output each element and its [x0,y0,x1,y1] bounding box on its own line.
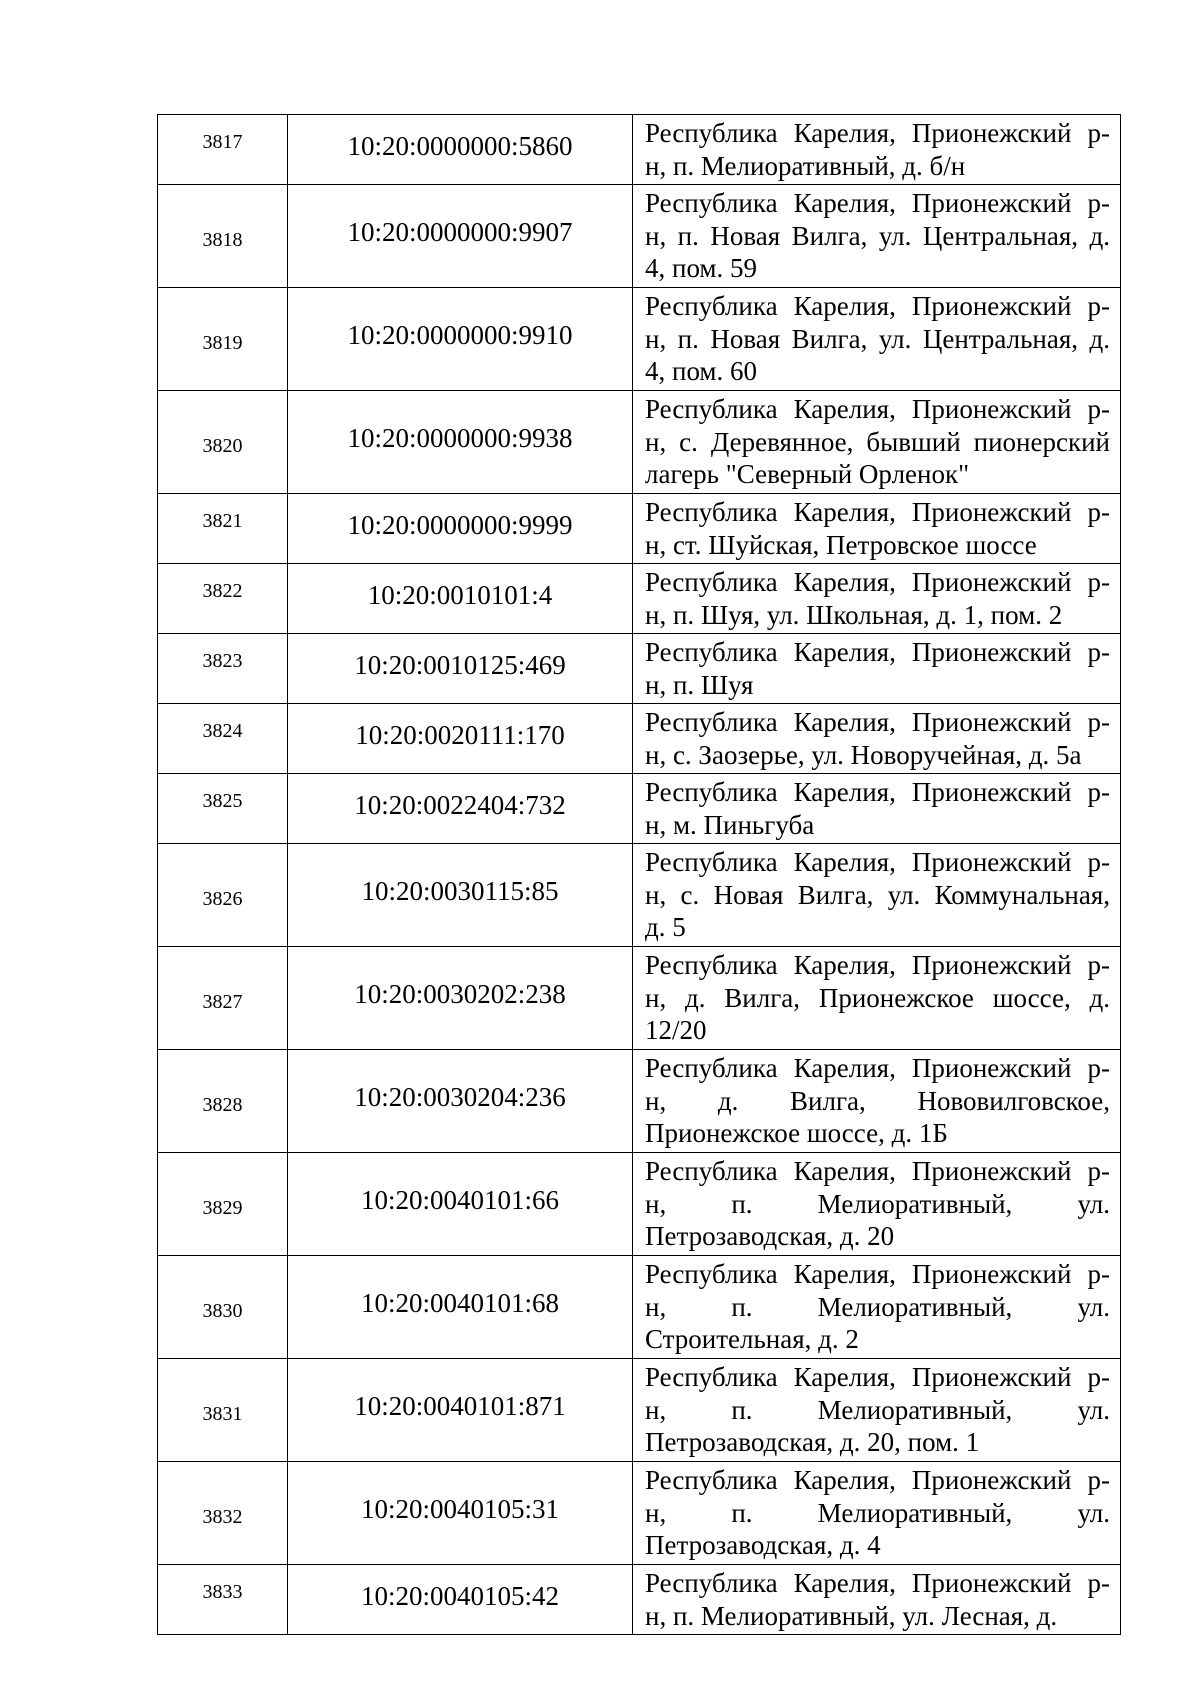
cadastral-number: 10:20:0022404:732 [354,790,566,820]
row-number-cell [158,774,288,844]
address-cell [633,1050,1121,1153]
cadastral-number: 10:20:0030115:85 [361,876,559,906]
row-number: 3825 [202,790,243,812]
address-cell [633,704,1121,774]
cadastral-number-cell [288,1050,633,1153]
row-number: 3824 [202,720,243,742]
row-number-cell [158,1153,288,1256]
address-cell [633,391,1121,494]
cadastral-number-cell [288,1256,633,1359]
row-number: 3831 [202,1403,243,1425]
address-line: н, п. Новая Вилга, ул. Центральная, д. [645,323,1110,354]
address-line: н, п. Мелиоративный, ул. Лесная, д. [645,1600,1058,1631]
address-line: Петрозаводская, д. 4 [645,1530,881,1560]
cadastral-number: 10:20:0040101:68 [360,1288,559,1318]
address-line: н, д. Вилга, Прионежское шоссе, д. [645,982,1110,1013]
row-number-cell [158,704,288,774]
row-number: 3820 [202,435,243,457]
table-row [158,634,1121,704]
address-line: н, ст. Шуйская, Петровское шоссе [645,529,1037,560]
address-line: н, м. Пиньгуба [645,809,815,840]
row-number-cell [158,947,288,1050]
cadastral-number-cell [288,844,633,947]
row-number-cell [158,185,288,288]
row-number: 3817 [202,131,243,153]
address-line: Республика Карелия, Прионежский р- [645,291,1110,321]
row-number: 3821 [202,510,243,532]
address-cell [633,634,1121,704]
table-row [158,1359,1121,1462]
table-row [158,1565,1121,1635]
address-line: Республика Карелия, Прионежский р- [645,847,1110,877]
address-cell [633,1153,1121,1256]
address-line: Республика Карелия, Прионежский р- [645,1259,1110,1289]
cadastral-number-cell [288,564,633,634]
address-cell [633,494,1121,564]
cadastral-number: 10:20:0010101:4 [367,580,553,610]
address-line: н, д. Вилга, Нововилговское, [645,1085,1110,1116]
address-line: Прионежское шоссе, д. 1Б [645,1118,948,1148]
address-cell [633,1462,1121,1565]
address-line: н, п. Мелиоративный, ул. [645,1188,1110,1219]
row-number: 3819 [202,332,243,354]
address-line: н, п. Новая Вилга, ул. Центральная, д. [645,220,1110,251]
address-line: Республика Карелия, Прионежский р- [645,188,1110,218]
address-line: Петрозаводская, д. 20 [645,1221,895,1251]
row-number: 3822 [202,580,243,602]
address-line: Республика Карелия, Прионежский р- [645,1465,1110,1495]
table-row [158,774,1121,844]
cadastral-number-cell [288,288,633,391]
cadastral-number-cell [288,947,633,1050]
address-cell [633,844,1121,947]
cadastral-number-cell [288,115,633,185]
cadastral-number: 10:20:0040101:871 [354,1391,566,1421]
address-line: 4, пом. 59 [645,253,758,283]
row-number-cell [158,564,288,634]
cadastral-number-cell [288,774,633,844]
address-line: н, с. Заозерье, ул. Новоручейная, д. 5а [645,739,1082,770]
table-row [158,1050,1121,1153]
address-line: н, п. Мелиоративный, ул. [645,1291,1110,1322]
cadastral-number: 10:20:0000000:9910 [347,320,573,350]
row-number-cell [158,844,288,947]
address-cell [633,115,1121,185]
cadastral-number: 10:20:0030204:236 [354,1082,566,1112]
property-table-body [158,115,1121,1635]
cadastral-number-cell [288,185,633,288]
address-line: Республика Карелия, Прионежский р- [645,1053,1110,1083]
row-number: 3823 [202,650,243,672]
address-line: Республика Карелия, Прионежский р- [645,777,1110,807]
address-line: н, п. Мелиоративный, ул. [645,1497,1110,1528]
row-number-cell [158,1565,288,1635]
table-row [158,947,1121,1050]
cadastral-number: 10:20:0000000:5860 [347,131,573,161]
row-number-cell [158,1050,288,1153]
table-row [158,1153,1121,1256]
table-row [158,185,1121,288]
cadastral-number-cell [288,1462,633,1565]
address-line: лагерь "Северный Орленок" [645,459,970,489]
address-line: н, п. Мелиоративный, ул. [645,1394,1110,1425]
row-number: 3829 [202,1197,243,1219]
row-number-cell [158,494,288,564]
address-line: Республика Карелия, Прионежский р- [645,707,1110,737]
address-line: 12/20 [645,1015,707,1045]
cadastral-number: 10:20:0020111:170 [355,720,565,750]
row-number-cell [158,1359,288,1462]
address-line: д. 5 [645,912,686,942]
address-line: Республика Карелия, Прионежский р- [645,950,1110,980]
address-line: н, п. Шуя [645,669,754,700]
table-row [158,1462,1121,1565]
address-line: Республика Карелия, Прионежский р- [645,118,1110,148]
property-table [157,114,1121,1635]
table-row [158,844,1121,947]
row-number: 3818 [202,229,243,251]
row-number: 3826 [202,888,243,910]
row-number-cell [158,1462,288,1565]
cadastral-number: 10:20:0040105:31 [360,1494,559,1524]
address-line: Строительная, д. 2 [645,1324,859,1354]
row-number-cell [158,288,288,391]
address-line: н, п. Мелиоративный, д. б/н [645,150,966,181]
address-line: н, с. Деревянное, бывший пионерский [645,426,1110,457]
address-line: Республика Карелия, Прионежский р- [645,394,1110,424]
table-row [158,494,1121,564]
table-row [158,115,1121,185]
row-number: 3832 [202,1506,243,1528]
address-cell [633,947,1121,1050]
address-line: Республика Карелия, Прионежский р- [645,497,1110,527]
cadastral-number: 10:20:0040105:42 [360,1581,559,1611]
address-line: 4, пом. 60 [645,356,758,386]
row-number-cell [158,115,288,185]
cadastral-number-cell [288,391,633,494]
cadastral-number-cell [288,704,633,774]
cadastral-number: 10:20:0030202:238 [354,979,566,1009]
cadastral-number-cell [288,1153,633,1256]
address-line: Республика Карелия, Прионежский р- [645,567,1110,597]
address-cell [633,185,1121,288]
row-number-cell [158,391,288,494]
table-row [158,288,1121,391]
row-number: 3833 [202,1581,243,1603]
address-cell [633,1565,1121,1635]
table-row [158,1256,1121,1359]
cadastral-number: 10:20:0000000:9938 [347,423,573,453]
table-row [158,391,1121,494]
cadastral-number-cell [288,634,633,704]
cadastral-number: 10:20:0000000:9907 [347,217,573,247]
cadastral-number-cell [288,1565,633,1635]
address-line: н, с. Новая Вилга, ул. Коммунальная, [645,879,1110,910]
table-row [158,704,1121,774]
address-line: Республика Карелия, Прионежский р- [645,637,1110,667]
row-number: 3827 [202,991,243,1013]
row-number: 3830 [202,1300,243,1322]
address-cell [633,564,1121,634]
address-line: Республика Карелия, Прионежский р- [645,1568,1110,1598]
address-cell [633,1256,1121,1359]
address-cell [633,1359,1121,1462]
cadastral-number: 10:20:0010125:469 [354,650,566,680]
cadastral-number: 10:20:0000000:9999 [347,510,573,540]
row-number: 3828 [202,1094,243,1116]
address-cell [633,288,1121,391]
cadastral-number-cell [288,494,633,564]
address-cell [633,774,1121,844]
address-line: н, п. Шуя, ул. Школьная, д. 1, пом. 2 [645,599,1063,630]
cadastral-number: 10:20:0040101:66 [360,1185,559,1215]
row-number-cell [158,634,288,704]
address-line: Республика Карелия, Прионежский р- [645,1362,1110,1392]
row-number-cell [158,1256,288,1359]
table-row [158,564,1121,634]
cadastral-number-cell [288,1359,633,1462]
address-line: Республика Карелия, Прионежский р- [645,1156,1110,1186]
address-line: Петрозаводская, д. 20, пом. 1 [645,1427,980,1457]
